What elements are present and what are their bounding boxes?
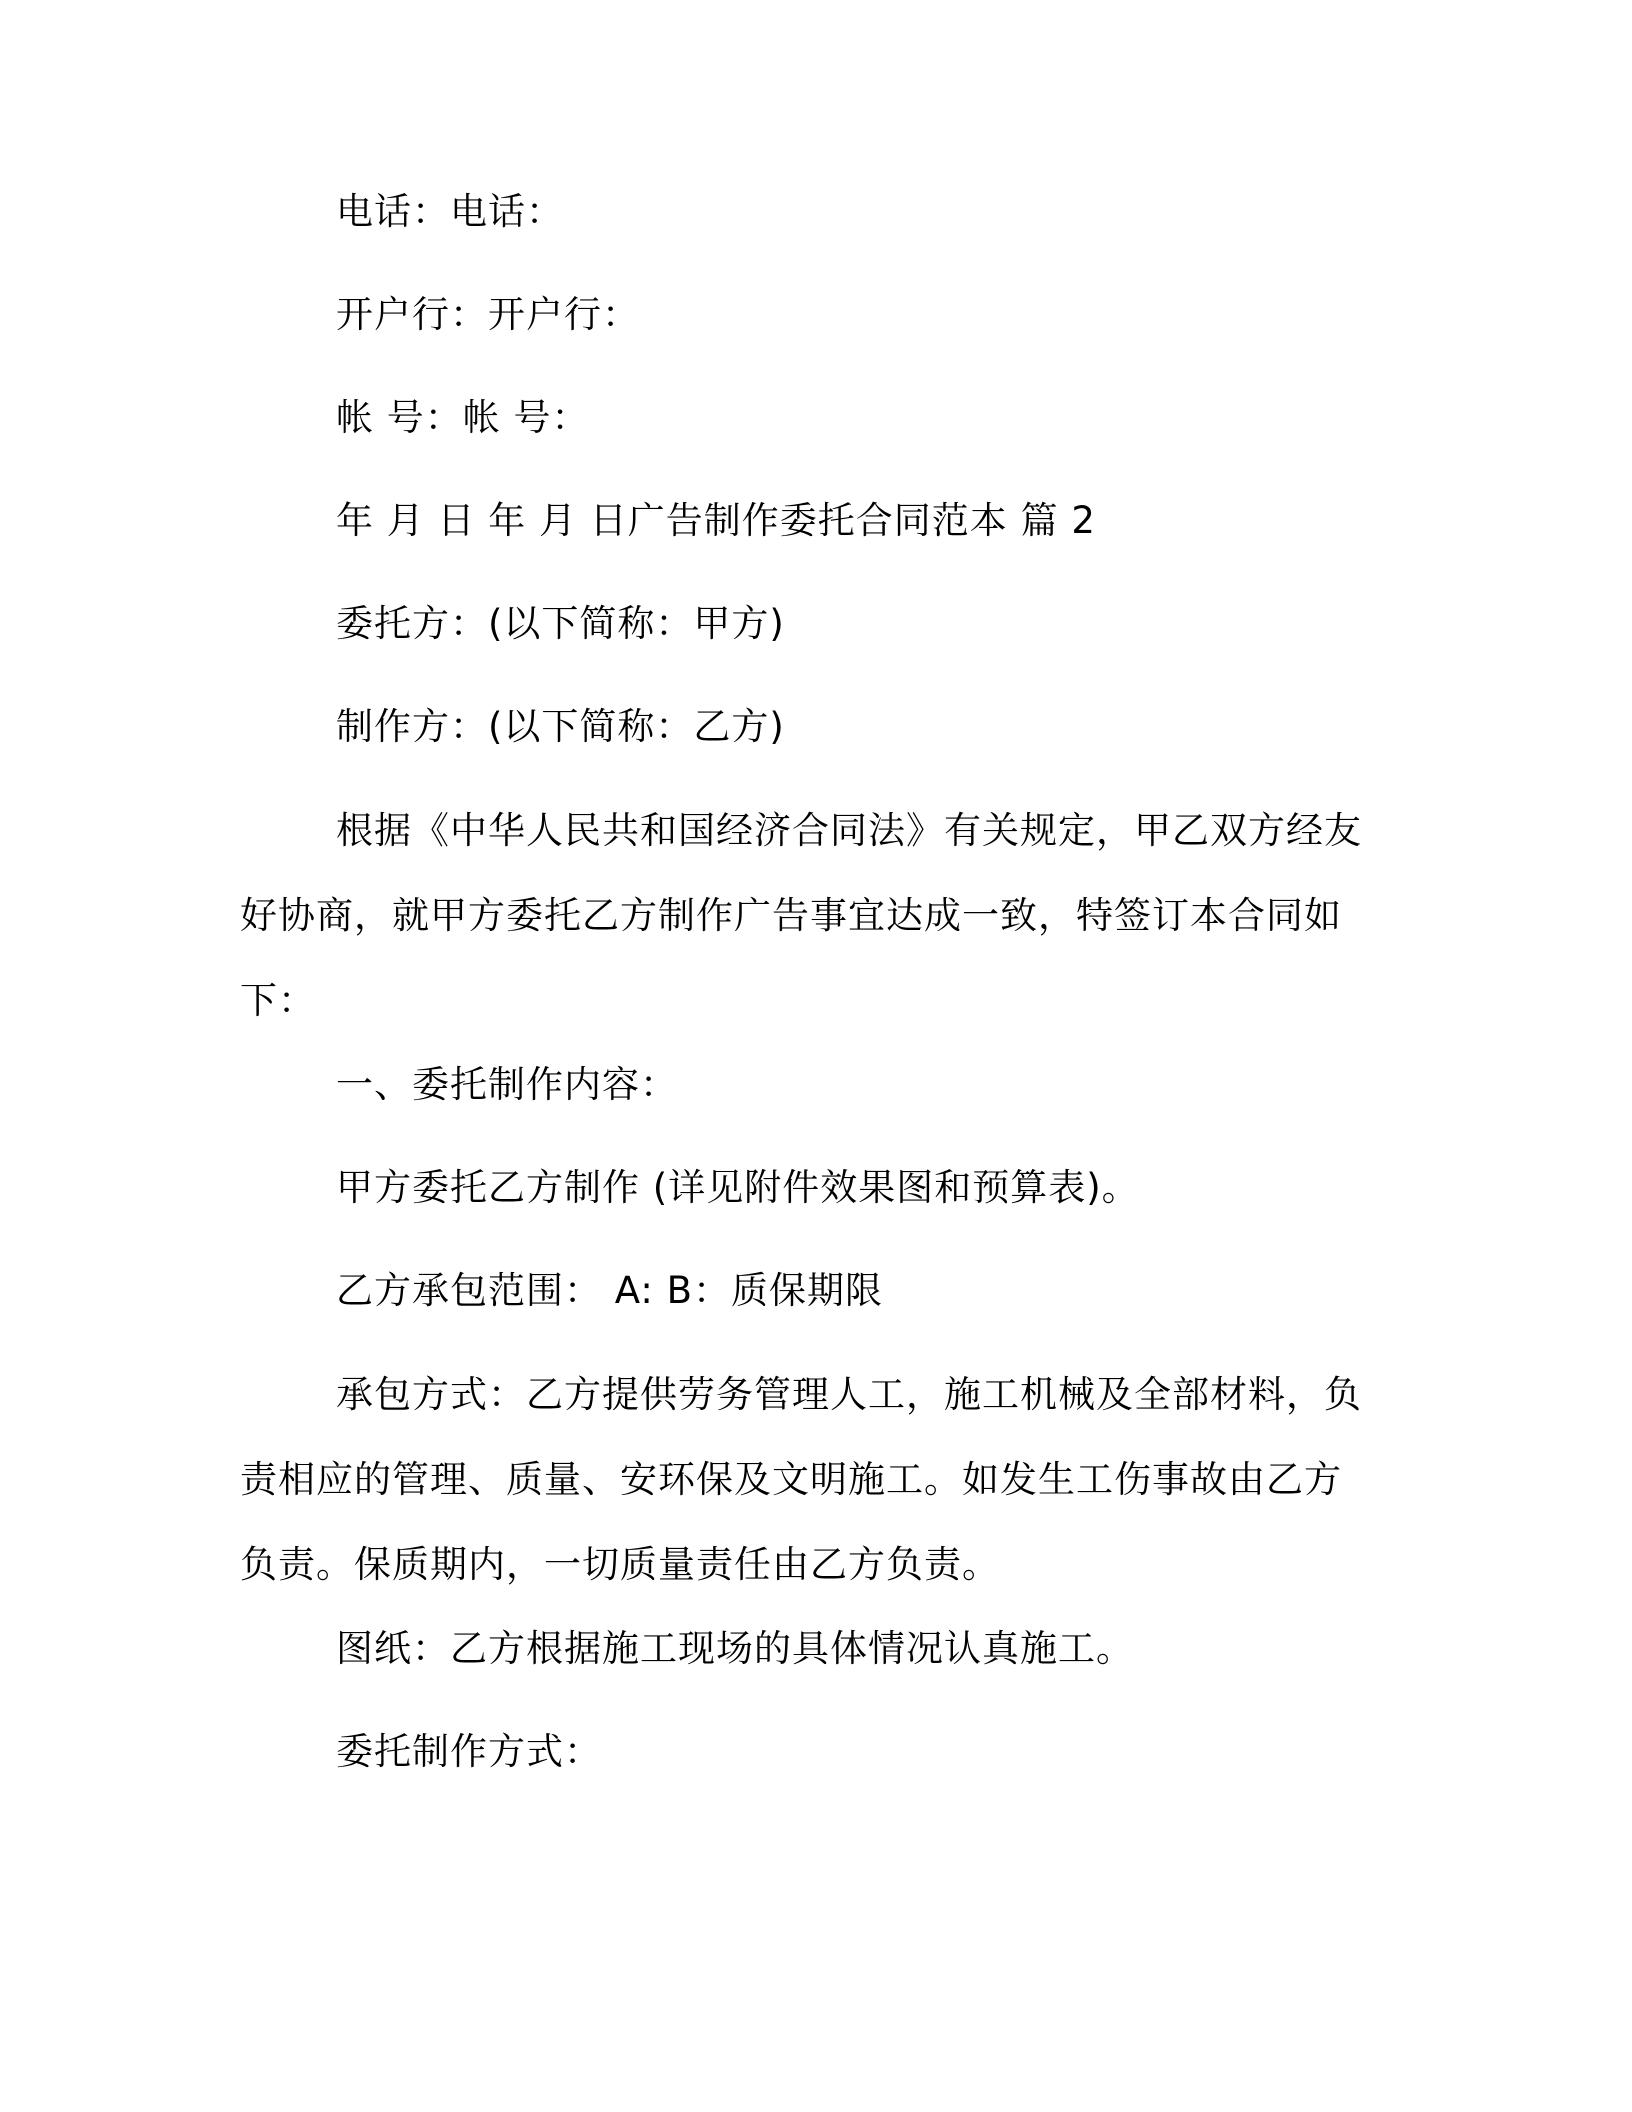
production-method-heading: 委托制作方式： — [336, 1730, 602, 1773]
contract-method-paragraph: 承包方式：乙方提供劳务管理人工，施工机械及全部材料，负责相应的管理、质量、安环保及文明施工。如发生工伤事故由乙方负责。保质期内，一切质量责任由乙方负责。 — [240, 1373, 1362, 1586]
account-line: 帐 号：帐 号： — [336, 396, 590, 439]
commission-paragraph: 甲方委托乙方制作 (详见附件效果图和预算表)。 — [336, 1166, 1140, 1209]
bank-line: 开户行：开户行： — [336, 293, 640, 336]
phone-line: 电话：电话： — [336, 190, 564, 233]
document-body — [240, 188, 1376, 1831]
scope-paragraph: 乙方承包范围： A: B：质保期限 — [336, 1269, 884, 1312]
section-heading-content: 一、委托制作内容： — [336, 1063, 678, 1106]
drawings-paragraph: 图纸：乙方根据施工现场的具体情况认真施工。 — [336, 1627, 1134, 1670]
preamble-paragraph: 根据《中华人民共和国经济合同法》有关规定，甲乙双方经友好协商，就甲方委托乙方制作广告事宜达成一致，特签订本合同如下： — [240, 809, 1362, 1022]
spacer — [240, 1043, 1376, 1061]
spacer — [240, 1607, 1376, 1625]
client-party-line: 委托方：(以下简称：甲方) — [336, 602, 785, 645]
date-and-title-line: 年 月 日 年 月 日广告制作委托合同范本 篇 2 — [336, 499, 1096, 542]
producer-party-line: 制作方：(以下简称：乙方) — [336, 705, 785, 748]
